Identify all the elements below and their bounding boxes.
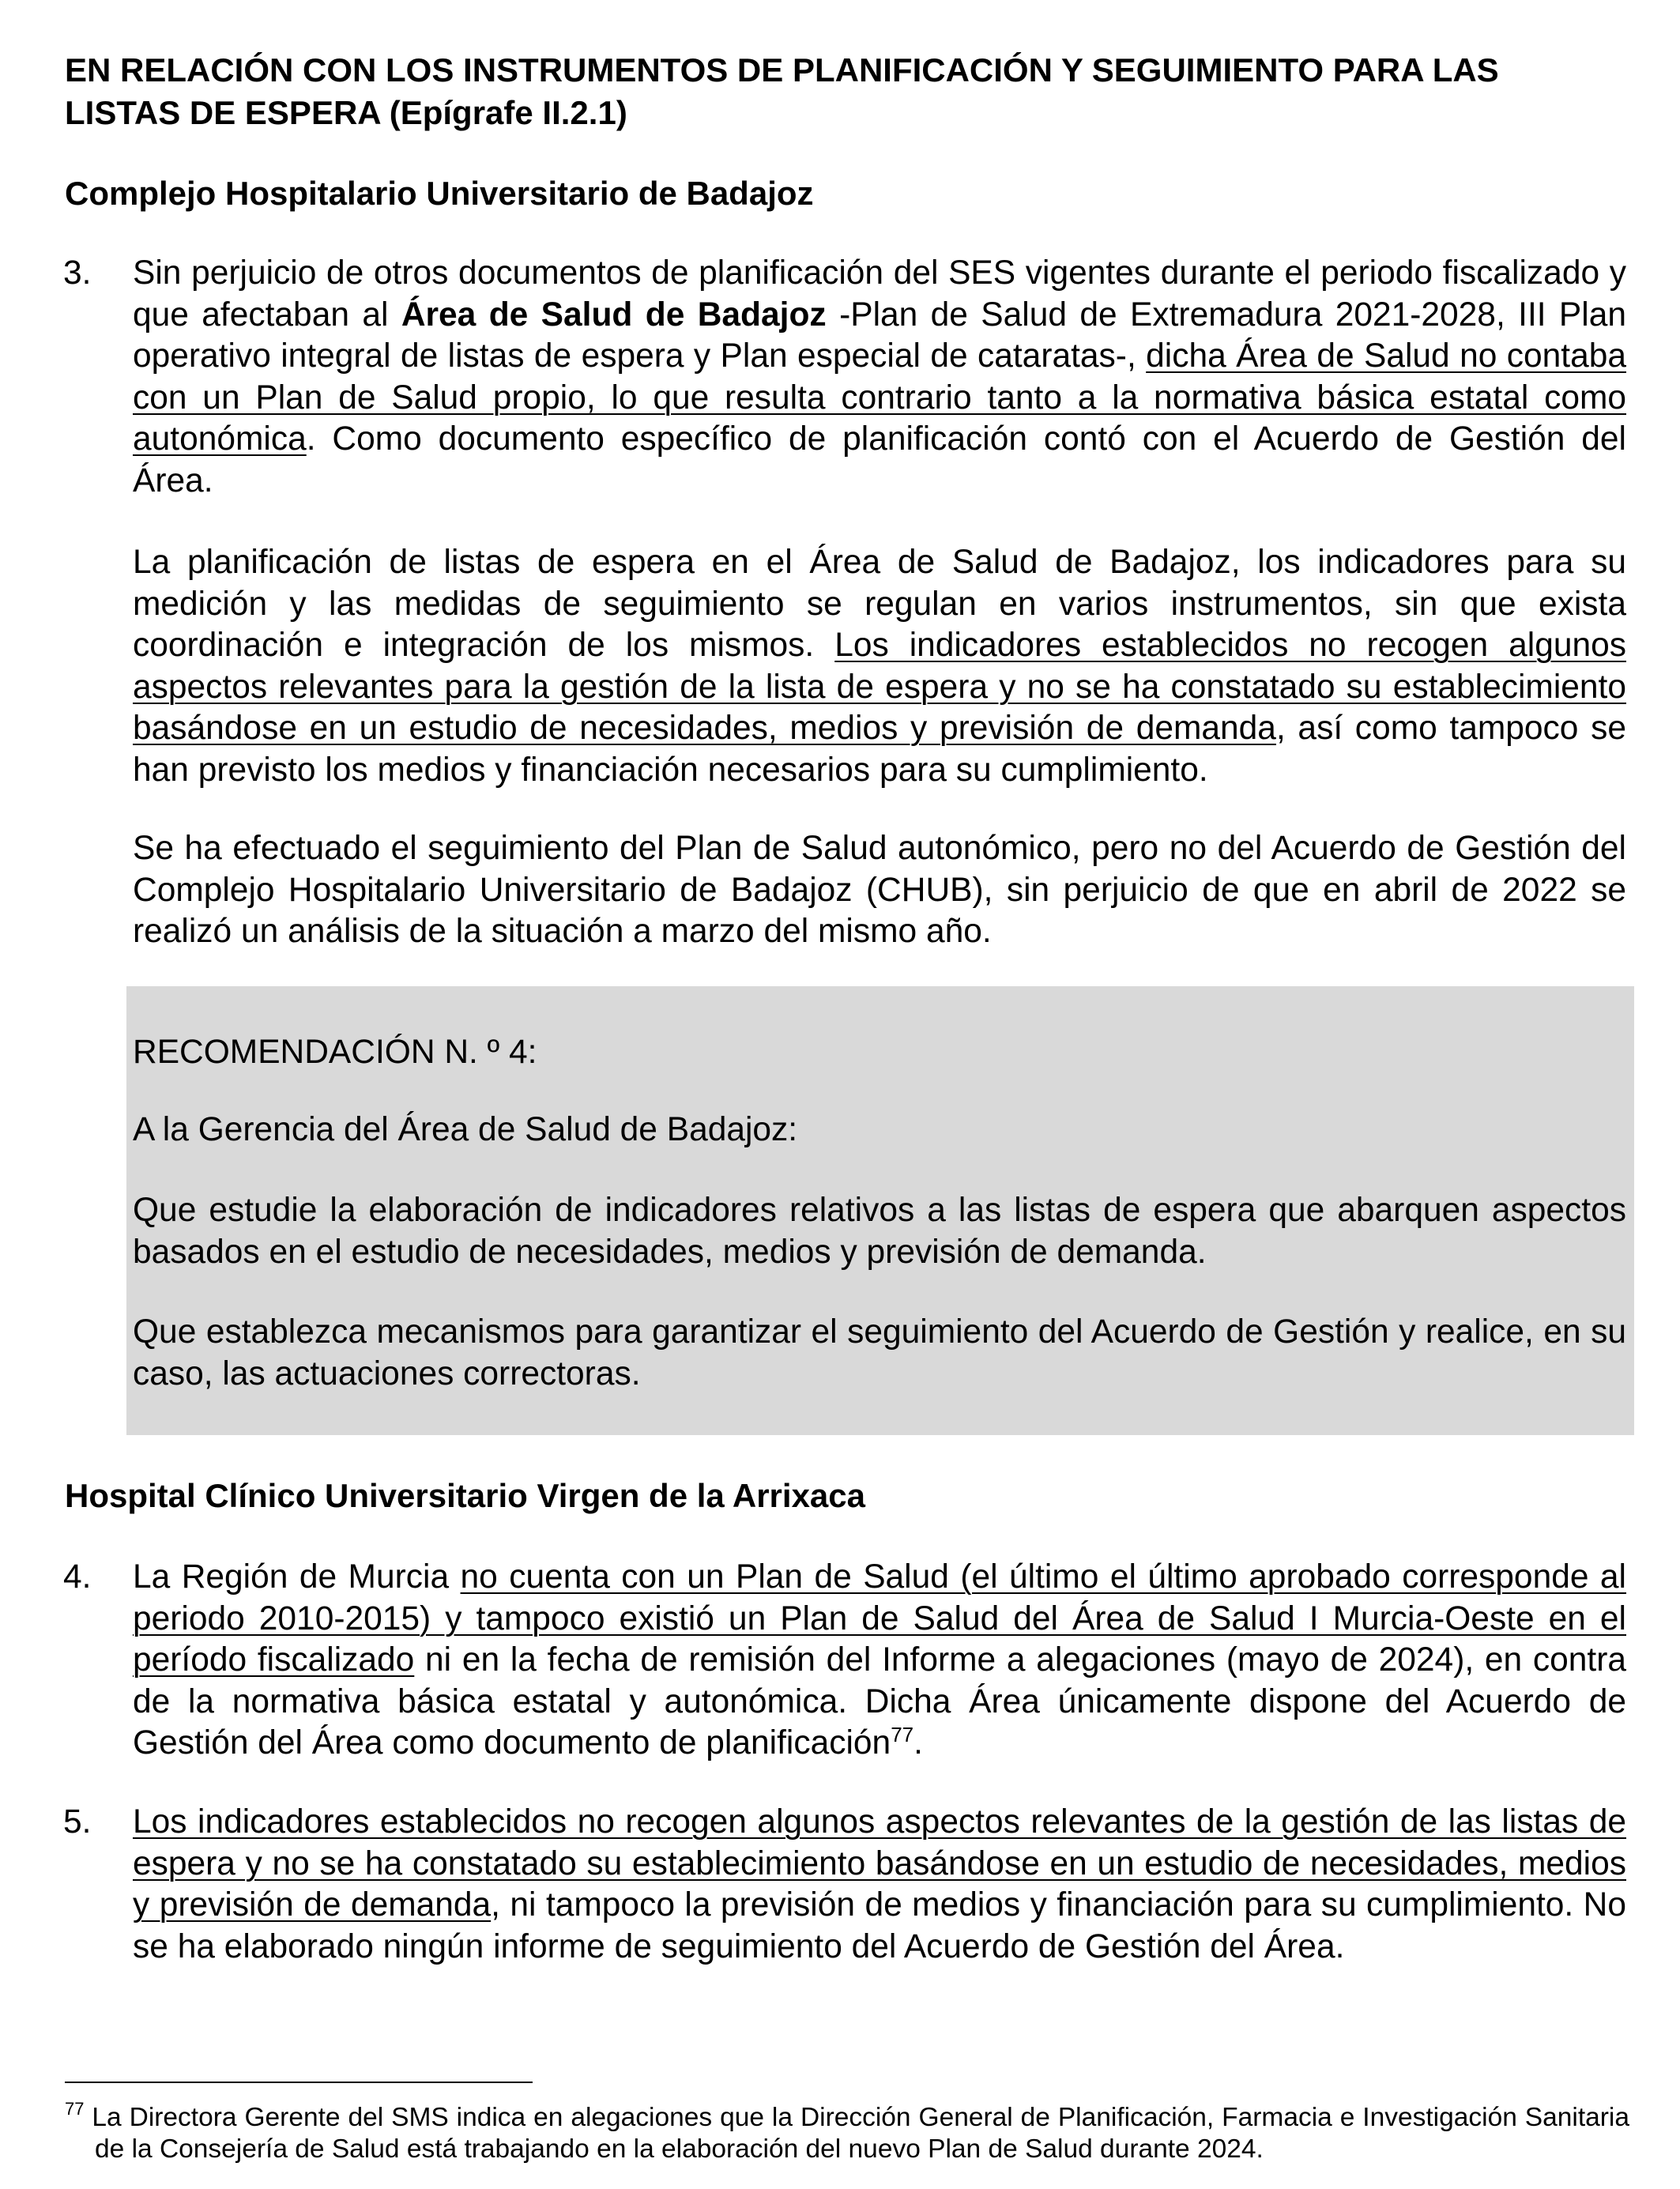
- item-3-p1-text-a: Sin perjuicio de otros documentos de planificación del SES vigentes durante el periodo fiscalizado y que afectaban al: [133, 254, 1626, 333]
- section-heading: [65, 49, 1629, 134]
- footnote-separator: [65, 2082, 533, 2083]
- item-4-underlined: no cuenta con un Plan de Salud (el último el último aprobado corresponde al periodo 2010-2015) y tampoco existió un Plan de Salud del Área de Salud I Murcia-Oeste en el período fiscalizado: [133, 1558, 1627, 1678]
- footnote-text: La Directora Gerente del SMS indica en alegaciones que la Dirección General de Planificación, Farmacia e Investigación Sanitaria de la Consejería de Salud está trabajando en la elaboración del nuevo Plan de Salud durante 2024.: [84, 2103, 1629, 2164]
- item-3-paragraph-3: Se ha efectuado el seguimiento del Plan de Salud autonómico, pero no del Acuerdo de Gestión del Complejo Hospitalario Universitario de Badajoz (CHUB), sin perjuicio de que en abril de 2022 se realizó un análisis de la situación a marzo del mismo año.: [133, 830, 1626, 950]
- item-5-text-a: , ni tampoco la previsión de medios y financiación para su cumplimiento. No se ha elaborado ningún informe de seguimiento del Acuerdo de Gestión del Área.: [133, 1886, 1626, 1965]
- footnote-77: [65, 2098, 1629, 2165]
- item-3-paragraph-1: [133, 253, 1626, 502]
- recommendation-point-2: Que establezca mecanismos para garantizar el seguimiento del Acuerdo de Gestión y realice, en su caso, las actuaciones correctoras.: [133, 1313, 1626, 1392]
- item-4-text-a: La Región de Murcia: [133, 1558, 461, 1596]
- section-heading-line2: LISTAS DE ESPERA (Epígrafe II.2.1): [65, 94, 627, 131]
- recommendation-title: RECOMENDACIÓN N. º 4:: [133, 1034, 537, 1071]
- item-3-p2-text-a: La planificación de listas de espera en el Área de Salud de Badajoz, los indicadores para su medición y las medidas de seguimiento se regulan en varios instrumentos, sin que exista coordinación e integración de los mismos.: [133, 544, 1626, 664]
- item-5-paragraph: [133, 1802, 1626, 1968]
- recommendation-addressee: A la Gerencia del Área de Salud de Badajoz:: [133, 1111, 798, 1148]
- item-5-number: 5.: [63, 1803, 92, 1840]
- item-3-p1-text-c: . Como documento específico de planificación contó con el Acuerdo de Gestión del Área.: [133, 420, 1626, 499]
- arrixaca-heading: Hospital Clínico Universitario Virgen de la Arrixaca: [65, 1477, 866, 1514]
- item-3-p1-underlined: dicha Área de Salud no contaba con un Plan de Salud propio, lo que resulta contrario tanto a la normativa básica estatal como autonómica: [133, 337, 1626, 458]
- section-heading-line1: EN RELACIÓN CON LOS INSTRUMENTOS DE PLANIFICACIÓN Y SEGUIMIENTO PARA LAS: [65, 51, 1499, 89]
- item-3-p2-underlined: Los indicadores establecidos no recogen algunos aspectos relevantes para la gestión de la lista de espera y no se ha constatado su establecimiento basándose en un estudio de necesidades, medios y previsión de demanda: [133, 627, 1626, 747]
- item-3-p2-text-b: , así como tampoco se han previsto los medios y financiación necesarios para su cumplimiento.: [133, 710, 1626, 789]
- item-4-text-b: ni en la fecha de remisión del Informe a alegaciones (mayo de 2024), en contra de la normativa básica estatal y autonómica. Dicha Área únicamente dispone del Acuerdo de Gestión del Área como documento de planificación: [133, 1641, 1626, 1761]
- item-3-number: 3.: [63, 254, 92, 292]
- badajoz-heading: Complejo Hospitalario Universitario de Badajoz: [65, 175, 814, 212]
- item-3-p1-bold: Área de Salud de Badajoz: [401, 296, 827, 333]
- item-4-number: 4.: [63, 1558, 92, 1596]
- item-4-paragraph: [133, 1557, 1626, 1765]
- footnote-reference-77[interactable]: 77: [891, 1722, 914, 1746]
- item-3-paragraph-2: [133, 542, 1626, 791]
- recommendation-point-1: Que estudie la elaboración de indicadores relativos a las listas de espera que abarquen aspectos basados en el estudio de necesidades, medios y previsión de demanda.: [133, 1192, 1626, 1271]
- item-3-p1-text-b: -Plan de Salud de Extremadura 2021-2028, III Plan operativo integral de listas de espera y Plan especial de cataratas-,: [133, 296, 1626, 375]
- item-4-text-c: .: [913, 1724, 923, 1761]
- footnote-number: 77: [65, 2098, 85, 2119]
- item-5-underlined: Los indicadores establecidos no recogen algunos aspectos relevantes de la gestión de las listas de espera y no se ha constatado su establecimiento basándose en un estudio de necesidades, medios y previsión de demanda: [133, 1803, 1626, 1923]
